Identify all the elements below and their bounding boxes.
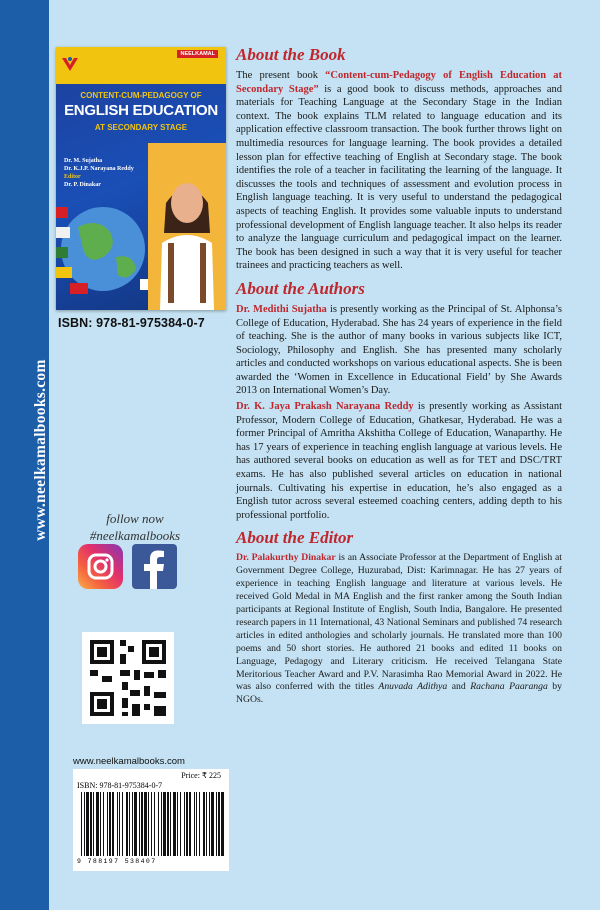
cover-editor-label: Editor xyxy=(64,174,81,180)
editor-and: and xyxy=(447,681,471,693)
author1-bio: is presently working as the Principal of St. Alphonsa’s College of Education, Hyderabad. She has 24 years of experience in the field of teaching. She is the author of many books in various subjects like ICT, Sociology, Philosophy and English. She has presented many scholarly articles and conducted workshops on various educational aspects. She is been awarded the ‘Women in Excellence in Educational Field’ by She Awards 2013 on International Women’s Day. xyxy=(236,303,562,397)
author2-bio: is presently working as Assistant Professor, Modern College of Education, Ghatkesar, Hyderabad. He was a former Principal of Amritha Akshitha College of Education, Wanaparthy. He has 17 years of experience in teaching english language at various levels. He has authored several books on education as well as for TET and DSC/TRT exams. He has also published several articles on education in national journals. Cultivating his expertise in education, he’s also engaged as a English tutor across several esteemed coaching centers, adding depth to his professional portfolio. xyxy=(236,401,562,521)
barcode-box xyxy=(73,769,229,871)
cover-authors xyxy=(64,157,134,189)
instagram-icon[interactable] xyxy=(78,544,123,589)
website-vertical-text: www.neelkamalbooks.com xyxy=(32,359,49,541)
barcode-isbn: ISBN: 978-81-975384-0-7 xyxy=(77,781,163,790)
cover-title-line3: AT SECONDARY STAGE xyxy=(94,123,188,132)
about-book-heading: About the Book xyxy=(236,45,346,64)
author2-paragraph xyxy=(236,400,562,522)
barcode-number: 9 788197 538407 xyxy=(77,858,157,865)
author1-paragraph xyxy=(236,303,562,398)
cover-title-line2: ENGLISH EDUCATION xyxy=(64,102,218,119)
price-label: Price: ₹ 225 xyxy=(181,771,221,780)
student-photo-icon xyxy=(148,143,226,310)
cover-publisher-label: NEELKAMAL xyxy=(177,50,218,58)
about-editor-heading: About the Editor xyxy=(236,528,354,548)
author2-name: Dr. K. Jaya Prakash Narayana Reddy xyxy=(236,401,414,413)
author1-name: Dr. Medithi Sujatha xyxy=(236,303,327,315)
isbn-label: ISBN: 978-81-975384-0-7 xyxy=(58,316,205,330)
editor-bio: is an Associate Professor at the Department of English at Government Degree College, Huzurabad, Dist: Karimnagar. He has 27 years of experience in teaching English language and literature at various levels. He received Gold Medal in MA English and the first ranker among the South Indian participants at Regional Institute of English, South India, Bangalore. He presented research papers in 11 International, 43 National Seminars and published 74 research articles in edited anthologies and scholarly journals. He translated more than 100 poems and 50 short stories. He authored 21 books and edited 11 books on Language, Pedagogy and Literary criticism. He received Telangana State Meritorious Teacher Award and P.V. Narasimha Rao Memorial Award in 2022. He was also conferred with the titles xyxy=(236,552,562,693)
cover-author2: Dr. K.J.P. Narayana Reddy xyxy=(64,166,134,172)
follow-hashtag: #neelkamalbooks xyxy=(89,528,181,543)
qr-code-icon[interactable] xyxy=(82,632,174,724)
facebook-icon[interactable] xyxy=(132,544,177,589)
editor-name: Dr. Palakurthy Dinakar xyxy=(236,552,336,564)
about-book-prefix: The present book xyxy=(236,70,326,81)
cover-title-line1: CONTENT-CUM-PEDAGOGY OF xyxy=(80,91,202,100)
editor-title2: Rachana Paaranga xyxy=(470,681,548,693)
about-authors-heading: About the Authors xyxy=(236,278,365,298)
footer-website: www.neelkamalbooks.com xyxy=(73,756,185,767)
publisher-logo-icon xyxy=(61,55,79,73)
about-book-paragraph xyxy=(236,69,562,273)
barcode-icon xyxy=(79,792,225,856)
editor-paragraph xyxy=(236,552,562,707)
book-cover-image xyxy=(56,47,226,310)
book-name: “Content-cum-Pedagogy of English Education at Secondary Stage” xyxy=(236,70,562,95)
follow-line1: follow now xyxy=(106,511,164,526)
editor-end: by NGOs. xyxy=(236,681,562,706)
editor-title1: Anuvada Adithya xyxy=(378,681,448,693)
cover-editor: Dr. P. Dinakar xyxy=(64,182,101,188)
about-book-body: is a good book to discuss methods, approaches and materials for Teaching Language at the Secondary Stage in the Indian context. The book explains TLM related to language education and its application effective classroom transaction. The book further throws light on multimedia resources for language learning. The book provides a detailed lesson plan for effective teaching of English at Secondary stage. The book identifies the role of a teacher in facilitating the learning of the language. It discusses the tools and techniques of assessment and evolution process in English language teaching. It is very useful to understand the pedagogical aspects of teaching English. It provides some valuable inputs to understand professional development of English language teacher. It also helps its reader to analyze the language curriculum and pedagogical impact on the learner. The book has been designed in such a way that it is very useful for teacher trainees and practicing teachers as well. xyxy=(236,83,562,272)
cover-author1: Dr. M. Sujatha xyxy=(64,158,103,164)
text-column xyxy=(236,44,562,707)
follow-text xyxy=(70,510,200,544)
